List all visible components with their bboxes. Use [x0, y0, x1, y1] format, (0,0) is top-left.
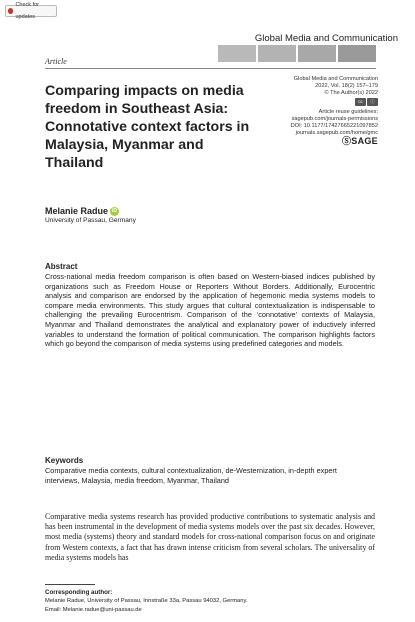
abstract-heading: Abstract — [45, 262, 78, 271]
sage-logo: ⓈSAGE — [341, 136, 378, 146]
keywords-text: Comparative media contexts, cultural contextualization, de-Westernization, in-depth expert interviews, Malaysia, media freedom, Myanmar, Thailand — [45, 466, 337, 485]
author-affiliation: University of Passau, Germany — [45, 217, 136, 224]
journal-home-link[interactable]: journals.sagepub.com/home/gmc — [295, 130, 378, 136]
meta-reuse: Article reuse guidelines: — [318, 109, 378, 115]
corresponding-author-heading: Corresponding author: — [45, 589, 113, 596]
corresponding-author-address: Melanie Radue, University of Passau, Innstraße 33a, Passau 94032, Germany. — [45, 598, 248, 604]
header-bar — [298, 45, 336, 62]
author-name — [45, 206, 119, 216]
badge-label: Check for updates — [15, 2, 39, 20]
footnote-divider — [45, 584, 95, 585]
meta-copyright: © The Author(s) 2022 — [324, 90, 378, 96]
meta-journal: Global Media and Communication — [293, 76, 378, 82]
publication-metadata — [258, 76, 378, 145]
abstract-text: Cross-national media freedom comparison is often based on Western-biased indices published by organizations such as Freedom House or Reporters Without Borders. Additionally, Eurocentric analysis and comparison are endorsed by the application of hegemonic media systems models to compare media environments. This study argues that cultural contextualization is indispensable to challenging the prevailing Eurocentrism. Comparison of the ‘connotative’ contexts of Malaysia, Myanmar and Thailand demonstrates the analytical and explanatory power of inductively inferred variables to understand the formation of political communication. The comparison highlights factors which go beyond the comparison of media systems using predefined categories and models. — [45, 272, 375, 349]
header-decoration-bars — [218, 45, 376, 62]
keywords-heading: Keywords — [45, 456, 84, 465]
meta-volume: 2022, Vol. 18(2) 157–179 — [315, 83, 378, 89]
article-title: Comparing impacts on media freedom in Southeast Asia: Connotative context factors in Malaysia, Myanmar and Thailand — [45, 83, 250, 171]
corresponding-author-email[interactable]: Email: Melanie.radue@uni-passau.de — [45, 607, 142, 613]
check-for-updates-badge[interactable] — [5, 2, 57, 20]
header-bar — [338, 45, 376, 62]
header-bar — [218, 45, 256, 62]
journal-header-name: Global Media and Communication — [254, 33, 398, 44]
orcid-icon[interactable]: iD — [112, 208, 118, 215]
update-icon — [8, 8, 13, 14]
article-type-label: Article — [45, 57, 67, 66]
author-name-text[interactable]: Melanie Radue — [45, 206, 109, 216]
header-bar — [258, 45, 296, 62]
body-paragraph: Comparative media systems research has provided productive contributions to systematic analysis and has been instrumental in the development of media systems models over the past six decades. However, most media (systems) theory and standard models for cross-national comparison focus on and originate from Western contexts, a fact that has drawn intense criticism from several scholars. The universality of media systems models has — [45, 512, 375, 562]
cc-license-icon[interactable]: cc ⓘ — [355, 98, 378, 106]
header-divider — [45, 68, 376, 69]
meta-doi[interactable]: DOI: 10.1177/17427665221097852 — [290, 123, 378, 129]
reuse-link[interactable]: sagepub.com/journals-permissions — [291, 116, 378, 122]
